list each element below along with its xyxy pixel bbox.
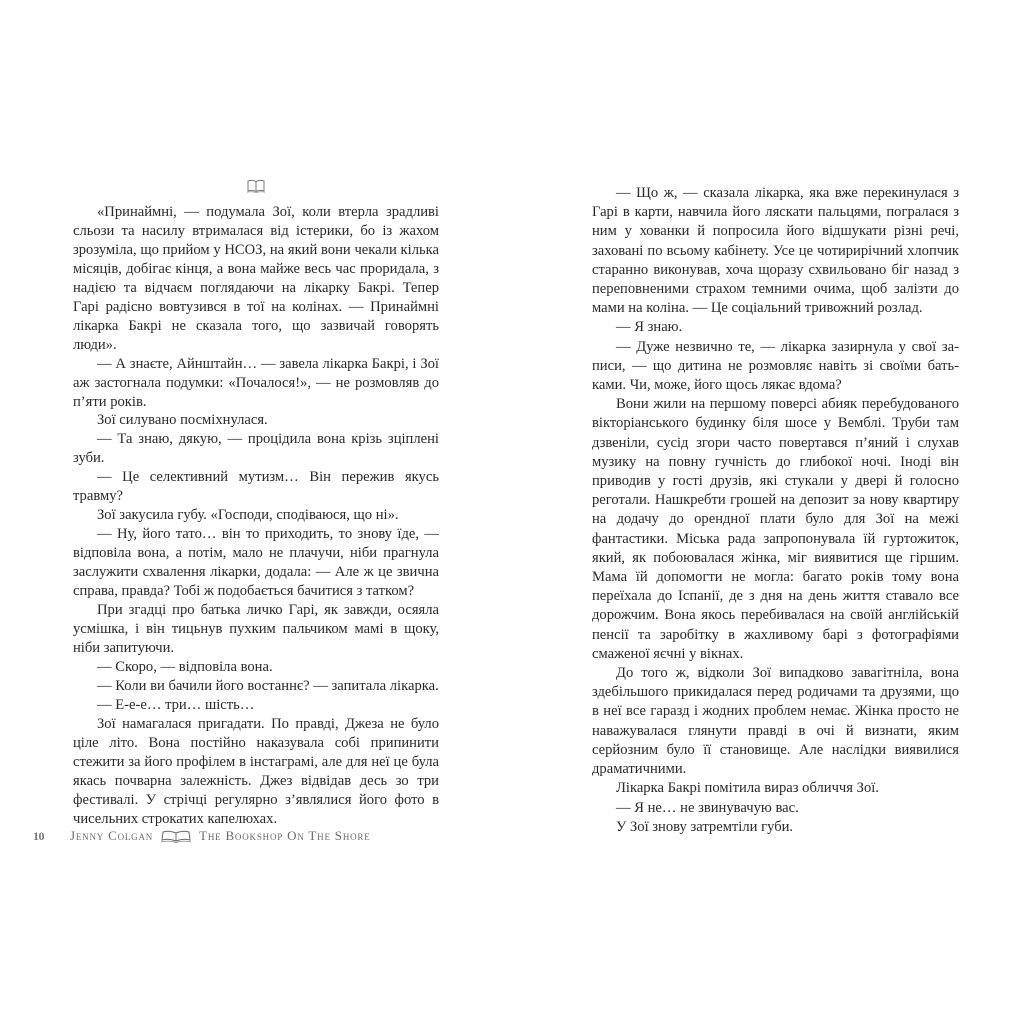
- paragraph: — А знаєте, Айнштайн… — завела лікарка Бакрі, і Зої аж застогнала подумки: «Почалося!», — не розмовляв до п’яти років.: [73, 355, 439, 410]
- footer-author: Jenny Colgan: [70, 828, 154, 843]
- paragraph: — Е-е-е… три… шість…: [97, 696, 255, 713]
- paragraph: — Дуже незвично те, — лікарка зазирнула у свої записи, — що дитина не розмовляє навіть зі своїми батьками. Чи, може, його щось лякає вдома?: [592, 338, 959, 394]
- paragraph: У Зої знову затремтіли губи.: [616, 818, 794, 835]
- paragraph: Зої силувано посміхнулася.: [97, 412, 268, 429]
- open-book-icon: [161, 829, 191, 843]
- paragraph: До того ж, відколи Зої випадково завагітніла, вона здебільшого прикидалася перед родичами та друзями, що в неї все гаразд і жодних проблем немає. Жінка просто не наважувалася глянути правді в очі й визнати, яким серйозним було її становище. Але наслідки виявилися драматичними.: [592, 665, 959, 778]
- right-page-body: [592, 184, 959, 837]
- paragraph: — Коли ви бачили його востаннє? — запитала лікарка.: [97, 677, 439, 694]
- paragraph: При згадці про батька личко Гарі, як завжди, осяяла усмішка, і він тицьнув пухким пальчиком мамі в щоку, ніби запитуючи.: [73, 602, 439, 656]
- paragraph: — Скоро, — відповіла вона.: [97, 658, 273, 675]
- paragraph: — Я не… не звинувачую вас.: [616, 799, 799, 816]
- paragraph: Зої намагалася пригадати. По правді, Джеза не було ціле літо. Вона постійно наказувала собі припинити стежити за його профілем в інстаграмі, але для неї це була якась почварна залежність. Джез відвідав десь зо три фестивалі. У стрічці регулярно з’являлися його фото в чисельних строкатих капелюхах.: [73, 715, 439, 827]
- left-page-body: [73, 203, 439, 828]
- page-number: 10: [33, 828, 44, 843]
- paragraph: Вони жили на першому поверсі абияк перебудованого вікторіанського будинку біля шосе у Вемблі. Труби там дзвеніли, сусід згори часто повертався п’яний і слухав музику на повну гучність до глибокої ночі. Іноді він приводив у гості друзів, які стукали у двері й голосно реготали. Нашкребти грошей на депозит за нову квартиру на додачу до орендної плати було для Зої на межі фантастики. Міська рада запропонувала їй гуртожиток, який, як побоювалася жінка, міг виявитися ще гіршим. Мама їй допомогти не могла: багато років тому вона переїхала до Іспанії, де з дня на день життя ставало все дорожчим. Вона якось перебивалася на своїй англійській пенсії та заробітку в жахливому барі з фотографіями смаженої яєчні у вікнах.: [592, 396, 959, 662]
- paragraph: — Це селективний мутизм… Він пережив якусь травму?: [73, 469, 439, 505]
- paragraph: — Що ж, — сказала лікарка, яка вже перекинулася з Гарі в карти, навчила його ляскати пальцями, погралася з ним у хованки й попросила його відшукати різні речі, заховані по всьому кабінету. Усе це чотирирічний хлопчик старанно виконував, хоча щоразу схвильовано біг назад з переповненими страхом темними очима, щоб залізти до мами на коліна. — Це соціальний тривожний розлад.: [592, 185, 959, 317]
- paragraph: Лікарка Бакрі помітила вираз обличчя Зої.: [616, 780, 879, 797]
- open-book-icon: [247, 179, 265, 193]
- footer-book-title: The Bookshop On The Shore: [199, 828, 371, 843]
- paragraph: «Принаймні, — подумала Зої, коли втерла зрадливі сльози та насилу втрималася від істерики, бо із жахом зрозуміла, що прийом у НСОЗ, на який вони чекали кілька місяців, добігає кінця, а вона майже весь час проридала, з надією та відчаєм поглядаючи на лікарку Бакрі. Тепер Гарі радісно вовтузився в тої на колінах. — Принаймні лікарка Бакрі не сказала того, що зазвичай говорять люди».: [73, 204, 439, 353]
- paragraph: — Та знаю, дякую, — процідила вона крізь зціплені зуби.: [73, 431, 439, 467]
- left-page-footer: [33, 828, 371, 844]
- paragraph: Зої закусила губу. «Господи, сподіваюся, що ні».: [97, 507, 399, 524]
- paragraph: — Я знаю.: [616, 319, 683, 336]
- paragraph: — Ну, його тато… він то приходить, то знову їде, — відповіла вона, а потім, мало не плачучи, ніби прагнула заслужити схвалення лікарки, додала: — Але ж це звична справа, правда? Тобі ж подобається бачитися з татком?: [73, 526, 439, 600]
